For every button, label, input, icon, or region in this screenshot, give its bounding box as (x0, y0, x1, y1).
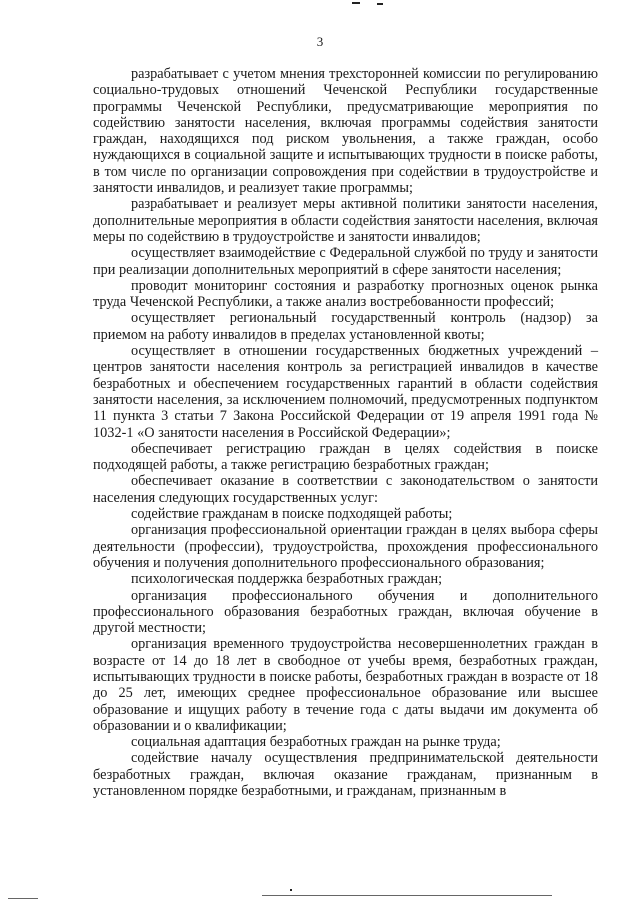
document-body (93, 66, 598, 799)
scan-artifact-top (352, 2, 360, 4)
paragraph: психологическая поддержка безработных граждан; (131, 571, 443, 588)
paragraph: содействие началу осуществления предпринимательской деятельности безработных граждан, включая оказание гражданам, признанным в установленном порядке безработными, и гражданам, признанным в (93, 750, 598, 800)
paragraph: осуществляет взаимодействие с Федеральной службой по труду и занятости при реализации дополнительных мероприятий в сфере занятости населения; (93, 245, 598, 278)
paragraph: организация профессионального обучения и дополнительного профессионального образования безработных граждан, включая обучение в другой местности; (93, 587, 598, 637)
paragraph: обеспечивает регистрацию граждан в целях содействия в поиске подходящей работы, а также регистрацию безработных граждан; (93, 440, 598, 474)
paragraph: проводит мониторинг состояния и разработку прогнозных оценок рынка труда Чеченской Республики, а также анализ востребованности профессий; (93, 277, 598, 311)
scan-artifact-top-right (377, 3, 383, 5)
page-number: 3 (316, 34, 324, 49)
paragraph: организация временного трудоустройства несовершеннолетних граждан в возрасте от 14 до 18 лет в свободное от учебы время, безработных граждан, испытывающих трудности в поиске работы, безработных граждан в возрасте от 18 до 25 лет, имеющих среднее профессиональное образование или высшее образование и ищущих работу в течение года с даты выдачи им документа об образовании и о квалификации; (93, 636, 598, 734)
scan-artifact-bottom-dot (290, 889, 292, 891)
paragraph: содействие гражданам в поиске подходящей работы; (131, 506, 453, 523)
scan-artifact-bottom-center (262, 895, 552, 896)
scan-artifact-bottom-left (8, 898, 38, 899)
paragraph: разрабатывает и реализует меры активной политики занятости населения, дополнительные мероприятия в области содействия занятости населения, включая меры по содействию в трудоустройстве и занятости инвалидов; (93, 196, 598, 245)
paragraph: разрабатывает с учетом мнения трехсторонней комиссии по регулированию социально-трудовых отношений Чеченской Республики государственные программы Чеченской Республики, предусматривающие мероприятия по содействию занятости населения, включая программы содействия занятости граждан, находящихся под риском увольнения, а также граждан, особо нуждающихся в социальной защите и испытывающих трудности в поиске работы, в том числе по организации сопровождения при содействии в трудоустройстве и занятости инвалидов, и реализует такие программы; (93, 66, 598, 197)
paragraph: осуществляет в отношении государственных бюджетных учреждений – центров занятости населения контроль за регистрацией инвалидов в качестве безработных и обеспечением государственных гарантий в области содействия занятости населения, за исключением полномочий, предусмотренных подпунктом 11 пункта 3 статьи 7 Закона Российской Федерации от 19 апреля 1991 года № 1032-1 «О занятости населения в Российской Федерации»; (93, 343, 598, 441)
paragraph: организация профессиональной ориентации граждан в целях выбора сферы деятельности (профессии), трудоустройства, прохождения профессионального обучения и получения дополнительного профессионального образования; (93, 522, 598, 571)
paragraph: социальная адаптация безработных граждан на рынке труда; (131, 734, 501, 751)
paragraph: обеспечивает оказание в соответствии с законодательством о занятости населения следующих государственных услуг: (93, 473, 598, 506)
paragraph: осуществляет региональный государственный контроль (надзор) за приемом на работу инвалидов в пределах установленной квоты; (93, 310, 598, 343)
